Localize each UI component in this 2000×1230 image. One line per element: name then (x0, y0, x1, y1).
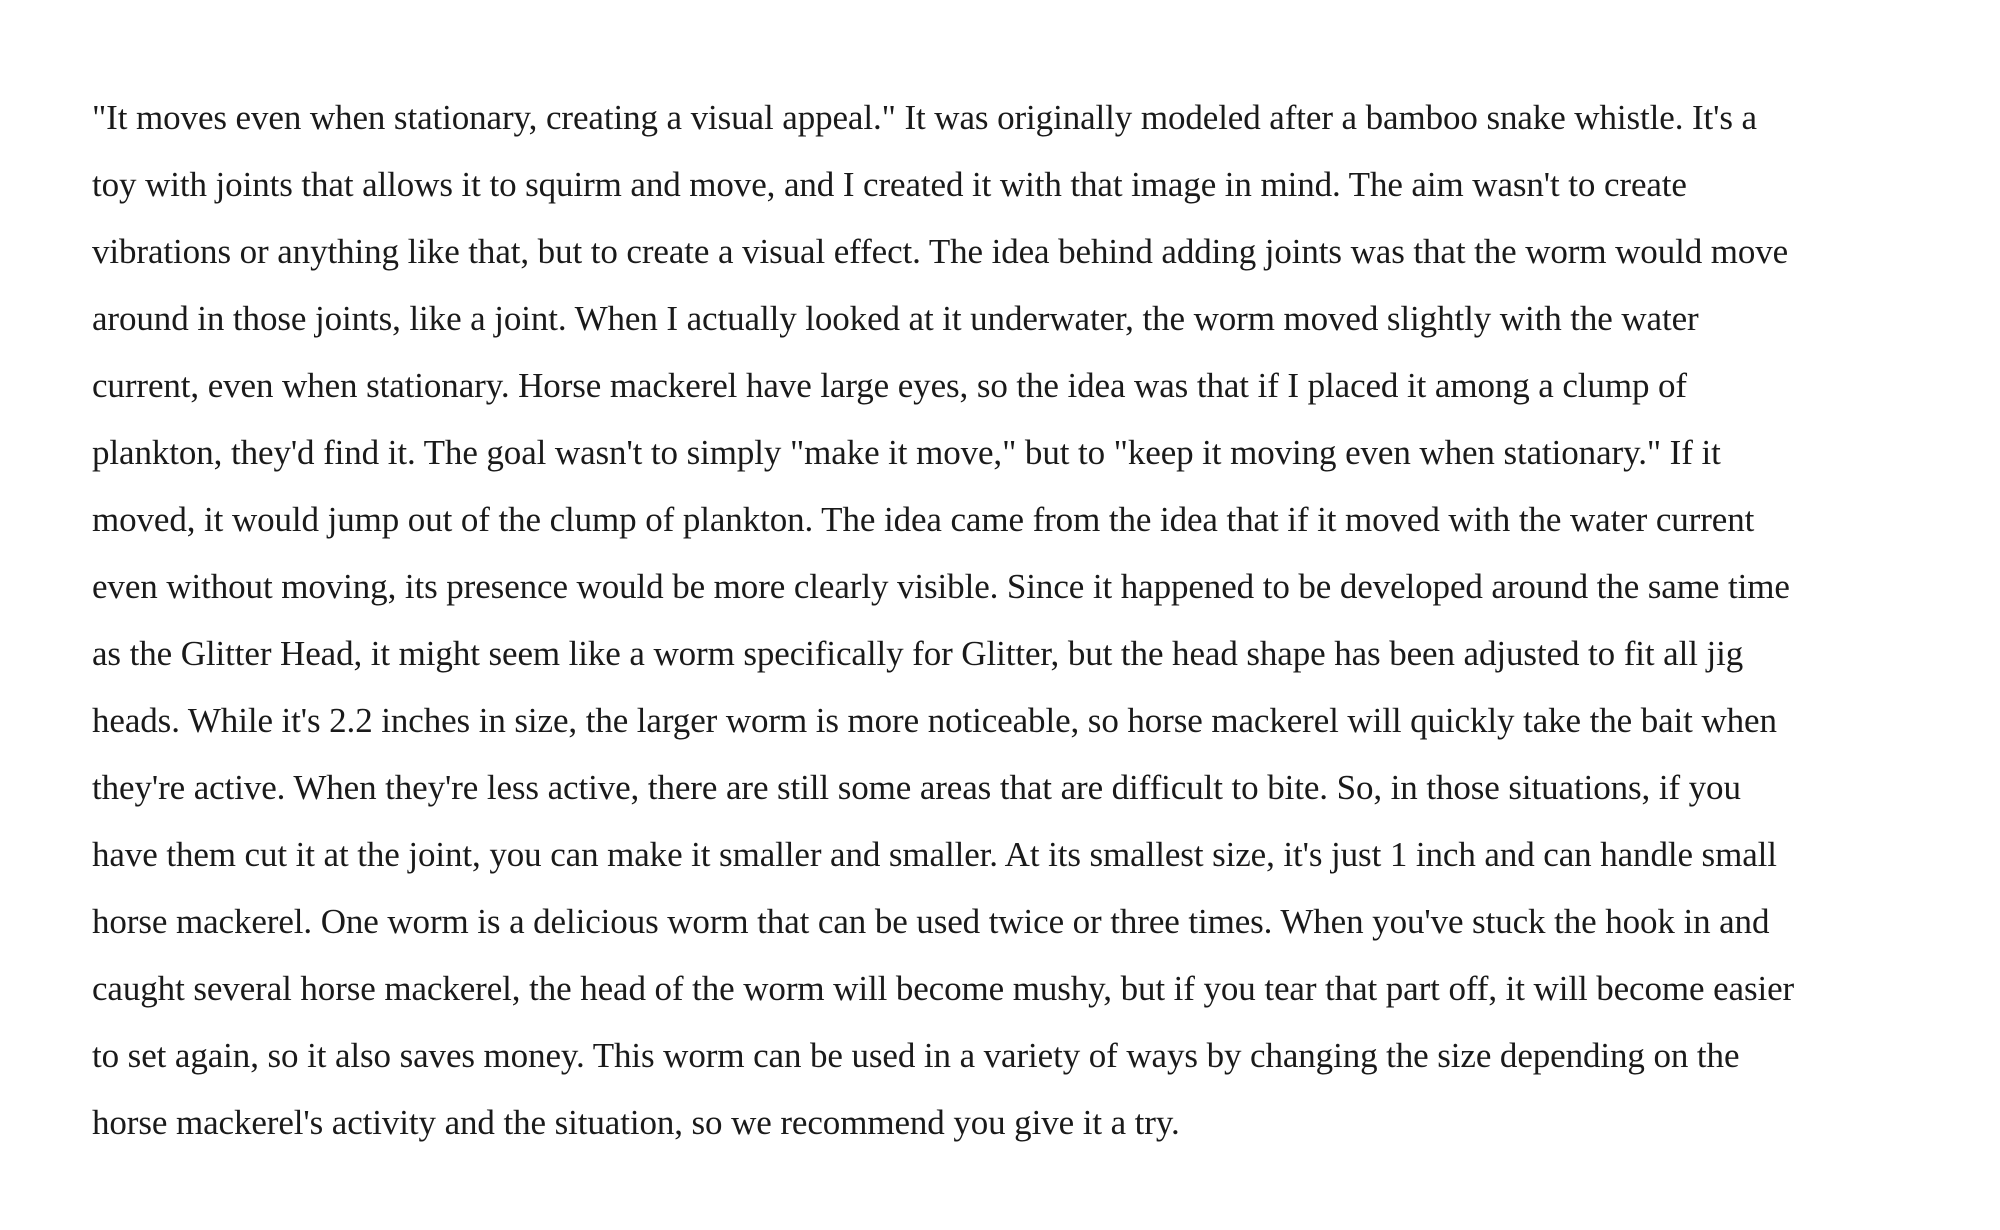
text-line: to set again, so it also saves money. This worm can be used in a variety of ways by changing the size depending on the (92, 1036, 1740, 1075)
text-line: they're active. When they're less active, there are still some areas that are difficult to bite. So, in those situations, if you (92, 768, 1741, 807)
text-line: caught several horse mackerel, the head of the worm will become mushy, but if you tear that part off, it will become easier (92, 969, 1795, 1008)
text-line: heads. While it's 2.2 inches in size, the larger worm is more noticeable, so horse mackerel will quickly take the bait when (92, 701, 1777, 740)
text-line: plankton, they'd find it. The goal wasn't to simply "make it move," but to "keep it moving even when stationary." If it (92, 433, 1721, 472)
text-line: toy with joints that allows it to squirm and move, and I created it with that image in mind. The aim wasn't to create (92, 165, 1687, 204)
text-line: horse mackerel. One worm is a delicious worm that can be used twice or three times. When you've stuck the hook in and (92, 902, 1770, 941)
text-line: vibrations or anything like that, but to create a visual effect. The idea behind adding joints was that the worm would move (92, 232, 1789, 271)
text-line: "It moves even when stationary, creating a visual appeal." It was originally modeled after a bamboo snake whistle. It's a (92, 98, 1757, 137)
text-line: around in those joints, like a joint. When I actually looked at it underwater, the worm moved slightly with the water (92, 299, 1699, 338)
text-line: have them cut it at the joint, you can make it smaller and smaller. At its smallest size, it's just 1 inch and can handle small (92, 835, 1777, 874)
text-line: as the Glitter Head, it might seem like a worm specifically for Glitter, but the head shape has been adjusted to fit all jig (92, 634, 1744, 673)
article-paragraph (92, 84, 1972, 1156)
text-line: horse mackerel's activity and the situation, so we recommend you give it a try. (92, 1103, 1180, 1142)
text-line: current, even when stationary. Horse mackerel have large eyes, so the idea was that if I placed it among a clump of (92, 366, 1687, 405)
text-line: even without moving, its presence would be more clearly visible. Since it happened to be developed around the same time (92, 567, 1790, 606)
text-line: moved, it would jump out of the clump of plankton. The idea came from the idea that if it moved with the water current (92, 500, 1755, 539)
